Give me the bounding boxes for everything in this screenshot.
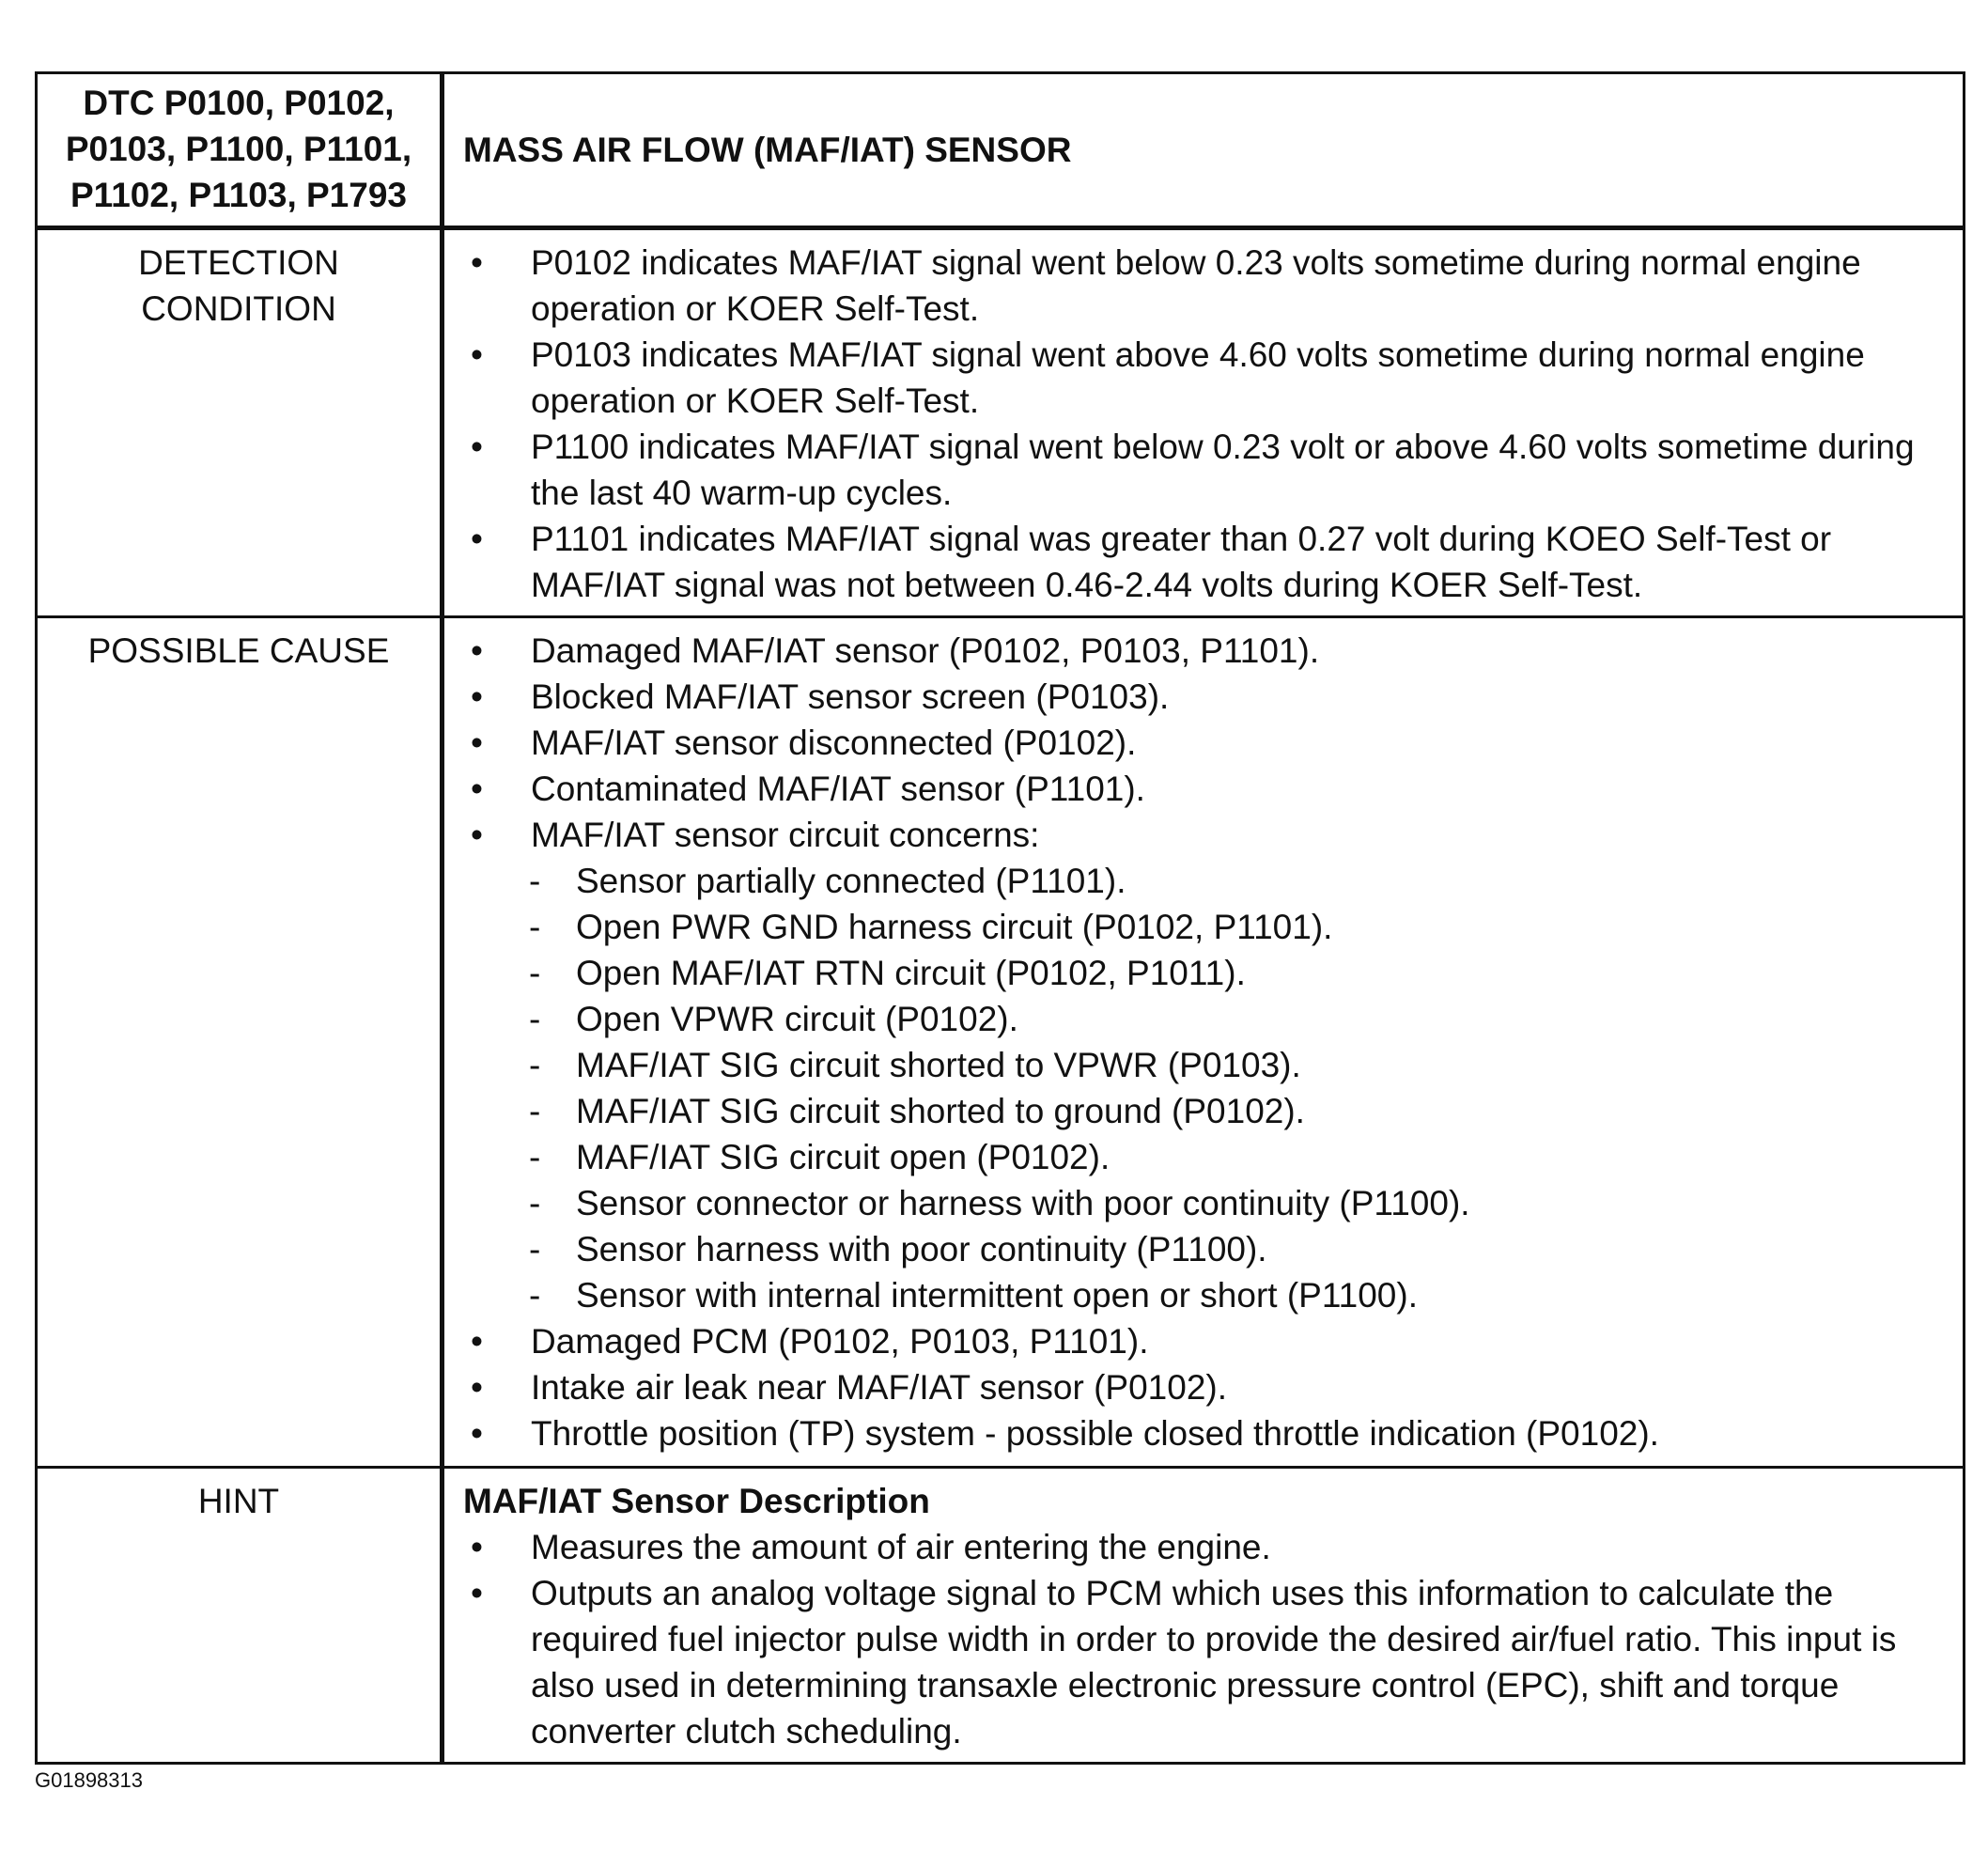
dash-icon: - [529,1046,541,1084]
detection-label-line: CONDITION [141,289,336,328]
dash-icon: - [529,1230,541,1268]
dash-icon: - [529,1000,541,1038]
bullet-icon: • [471,724,483,762]
dtc-codes-cell [37,73,443,228]
cause-label-cell [37,617,443,1468]
bullet-icon: • [471,335,483,374]
cause-list [463,628,1955,858]
list-item: • Damaged MAF/IAT sensor (P0102, P0103, P1101). [463,628,1955,674]
bullet-icon: • [471,677,483,716]
dash-icon: - [529,1184,541,1222]
list-item: • P0102 indicates MAF/IAT signal went below 0.23 volts sometime during normal engine operation or KOER Self-Test. [463,240,1955,332]
dtc-sheet [35,71,1963,1765]
dash-icon: - [529,862,541,900]
list-item: • Contaminated MAF/IAT sensor (P1101). [463,766,1955,812]
sub-list-item: - Open PWR GND harness circuit (P0102, P1101). [463,904,1955,950]
hint-label-cell [37,1468,443,1764]
dash-icon: - [529,954,541,992]
cause-list-bottom [463,1318,1955,1456]
dtc-table [35,71,1965,1765]
sub-list-item: - MAF/IAT SIG circuit shorted to VPWR (P0103). [463,1042,1955,1088]
sub-list-item: - Sensor partially connected (P1101). [463,858,1955,904]
sub-list-item: - Sensor with internal intermittent open or short (P1100). [463,1272,1955,1318]
sensor-title-cell [443,73,1965,228]
bullet-icon: • [471,816,483,854]
hint-list [463,1524,1955,1754]
dash-icon: - [529,908,541,946]
list-item: • Throttle position (TP) system - possible closed throttle indication (P0102). [463,1410,1955,1456]
sensor-title: MASS AIR FLOW (MAF/IAT) SENSOR [463,130,1072,169]
sub-list-item: - Open MAF/IAT RTN circuit (P0102, P1011). [463,950,1955,996]
bullet-icon: • [471,1368,483,1407]
bullet-icon: • [471,1574,483,1612]
list-item: • Damaged PCM (P0102, P0103, P1101). [463,1318,1955,1364]
bullet-icon: • [471,428,483,466]
hint-title: MAF/IAT Sensor Description [463,1482,930,1520]
bullet-icon: • [471,1528,483,1566]
cause-row [37,617,1965,1468]
dtc-codes-line: P1102, P1103, P1793 [70,176,407,214]
list-item: • Blocked MAF/IAT sensor screen (P0103). [463,674,1955,720]
hint-label: HINT [197,1482,280,1520]
detection-row [37,228,1965,617]
detection-label-cell [37,228,443,617]
bullet-icon: • [471,631,483,670]
figure-id: G01898313 [35,1768,143,1792]
list-item: • P1101 indicates MAF/IAT signal was greater than 0.27 volt during KOEO Self-Test or MAF/IAT signal was not between 0.46-2.44 volts during KOER Self-Test. [463,516,1955,608]
dtc-codes-line: P0103, P1100, P1101, [65,130,412,168]
cause-sub-list [463,858,1955,1318]
list-item: • Outputs an analog voltage signal to PCM which uses this information to calculate the required fuel injector pulse width in order to provide the desired air/fuel ratio. This input is also used in determining transaxle electronic pressure control (EPC), shift and torque converter clutch scheduling. [463,1570,1955,1754]
list-item: • P0103 indicates MAF/IAT signal went above 4.60 volts sometime during normal engine operation or KOER Self-Test. [463,332,1955,424]
sub-list-item: - Sensor connector or harness with poor continuity (P1100). [463,1180,1955,1226]
cause-content-cell [443,617,1965,1468]
sub-list-item: - MAF/IAT SIG circuit open (P0102). [463,1134,1955,1180]
hint-content-cell [443,1468,1965,1764]
bullet-icon: • [471,1414,483,1453]
dtc-codes-line: DTC P0100, P0102, [83,84,395,122]
list-item: • MAF/IAT sensor disconnected (P0102). [463,720,1955,766]
sub-list-item: - MAF/IAT SIG circuit shorted to ground (P0102). [463,1088,1955,1134]
bullet-icon: • [471,1322,483,1361]
detection-label-line: DETECTION [138,243,339,282]
detection-content-cell [443,228,1965,617]
list-item: • MAF/IAT sensor circuit concerns: [463,812,1955,858]
hint-row [37,1468,1965,1764]
bullet-icon: • [471,770,483,808]
sub-list-item: - Open VPWR circuit (P0102). [463,996,1955,1042]
dash-icon: - [529,1138,541,1176]
detection-list [463,240,1955,608]
list-item: • P1100 indicates MAF/IAT signal went below 0.23 volt or above 4.60 volts sometime during the last 40 warm-up cycles. [463,424,1955,516]
list-item: • Measures the amount of air entering the engine. [463,1524,1955,1570]
bullet-icon: • [471,520,483,558]
cause-label: POSSIBLE CAUSE [87,631,390,670]
header-row [37,73,1965,228]
dash-icon: - [529,1092,541,1130]
dash-icon: - [529,1276,541,1315]
bullet-icon: • [471,243,483,282]
sub-list-item: - Sensor harness with poor continuity (P1100). [463,1226,1955,1272]
list-item: • Intake air leak near MAF/IAT sensor (P0102). [463,1364,1955,1410]
